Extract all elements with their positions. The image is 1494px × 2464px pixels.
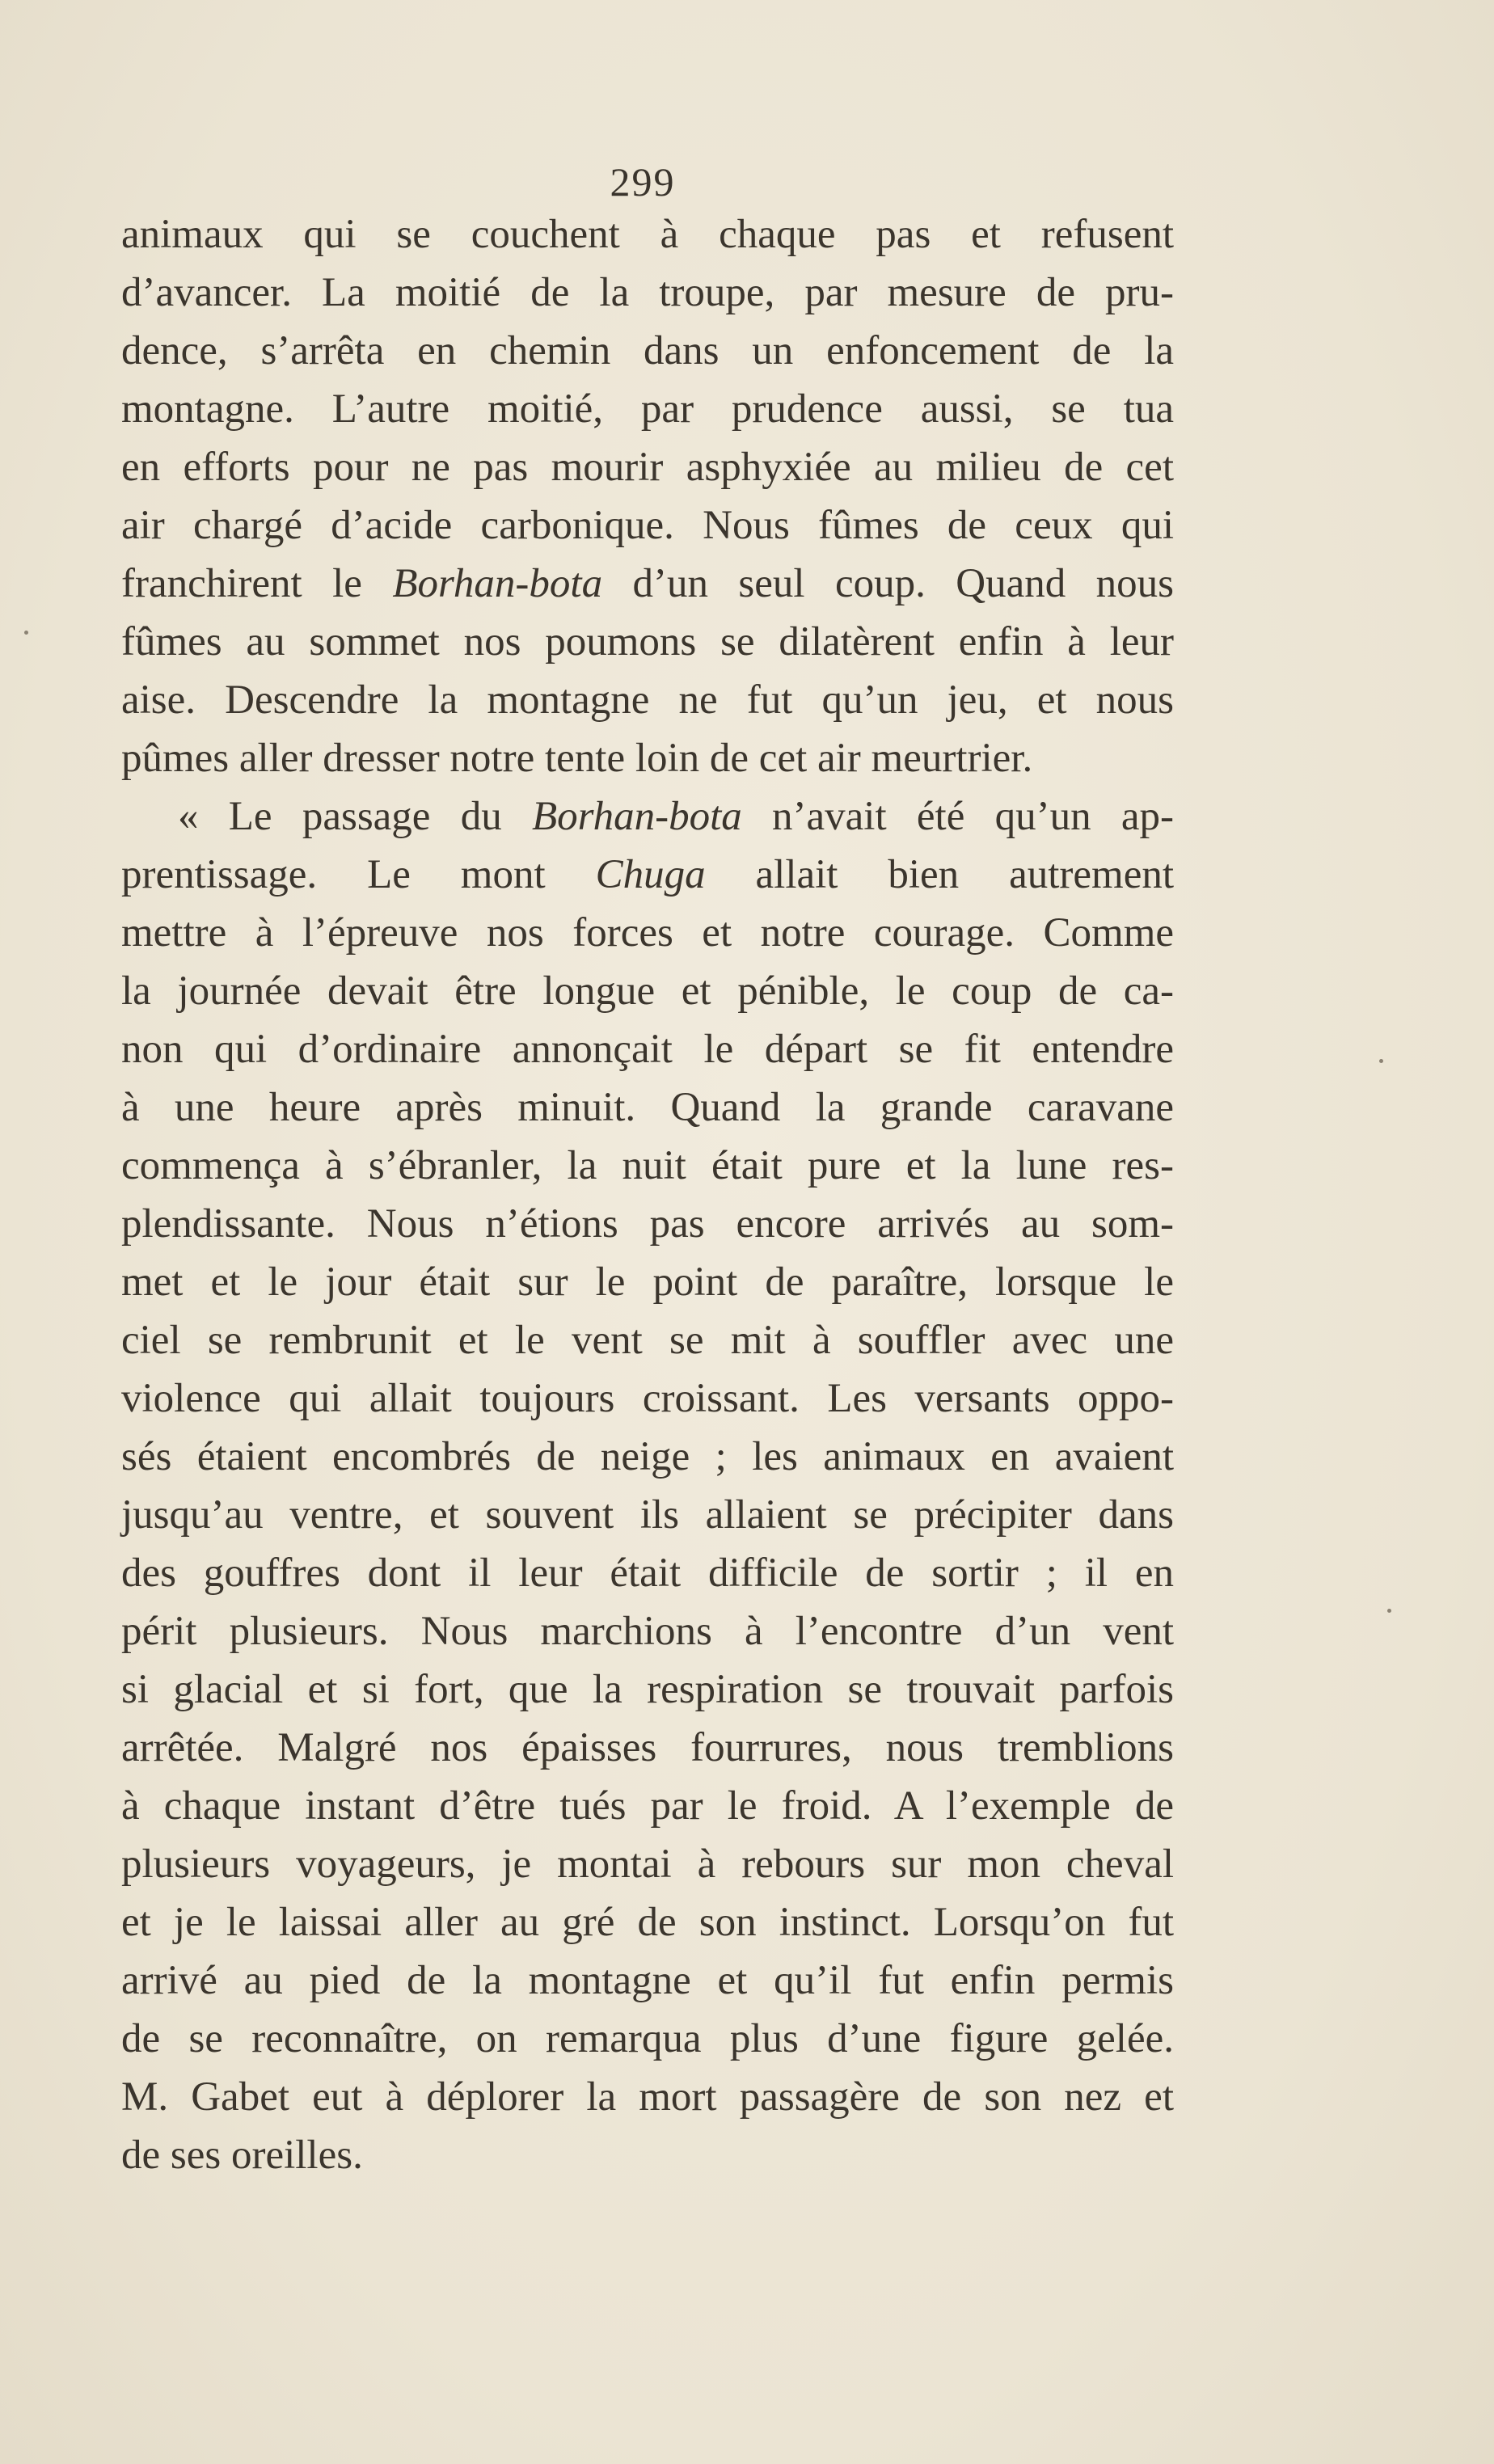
text-run: en efforts pour ne pas mourir asphyxiée au milieu de cet [121, 445, 1174, 490]
text-run: de ses oreilles. [121, 2133, 363, 2178]
text-run: périt plusieurs. Nous marchions à l’encontre d’un vent [121, 1609, 1174, 1654]
body-text [121, 205, 1174, 2184]
text-run: pûmes aller dresser notre tente loin de cet air meurtrier. [121, 736, 1033, 781]
text-line [121, 1893, 1174, 1951]
text-line [121, 1078, 1174, 1137]
text-line [121, 1311, 1174, 1369]
text-line [121, 1777, 1174, 1835]
text-run: d’avancer. La moitié de la troupe, par mesure de pru- [121, 270, 1174, 315]
text-line [121, 962, 1174, 1020]
text-line [121, 205, 1174, 264]
text-line [121, 380, 1174, 438]
text-run: dence, s’arrêta en chemin dans un enfoncement de la [121, 328, 1174, 373]
text-run: air chargé d’acide carbonique. Nous fûmes de ceux qui [121, 503, 1174, 548]
text-run: « Le passage du [178, 794, 533, 839]
italic-place-name: Borhan-bota [392, 561, 603, 606]
text-run: sés étaient encombrés de neige ; les animaux en avaient [121, 1434, 1174, 1479]
paper-speck [1387, 1609, 1391, 1613]
text-line [121, 1951, 1174, 2010]
text-run: la journée devait être longue et pénible, le coup de ca- [121, 968, 1174, 1014]
text-run: si glacial et si fort, que la respiration se trouvait parfois [121, 1667, 1174, 1712]
text-line [121, 496, 1174, 555]
text-run: mettre à l’épreuve nos forces et notre courage. Comme [121, 910, 1174, 956]
paper-speck [1379, 1059, 1383, 1063]
text-line [121, 264, 1174, 322]
text-line [121, 2010, 1174, 2068]
text-line [121, 1020, 1174, 1078]
text-run: plendissante. Nous n’étions pas encore arrivés au som- [121, 1201, 1174, 1247]
text-run: M. Gabet eut à déplorer la mort passagère de son nez et [121, 2074, 1174, 2120]
text-run: à chaque instant d’être tués par le froid. A l’exemple de [121, 1783, 1174, 1829]
text-run: prentissage. Le mont [121, 852, 596, 897]
text-line [121, 671, 1174, 729]
text-run: commença à s’ébranler, la nuit était pure et la lune res- [121, 1143, 1174, 1188]
text-line [121, 1369, 1174, 1428]
text-run: violence qui allait toujours croissant. Les versants oppo- [121, 1376, 1174, 1421]
paper-speck [24, 631, 28, 635]
italic-place-name: Chuga [595, 852, 706, 897]
text-run: fûmes au sommet nos poumons se dilatèrent enfin à leur [121, 619, 1174, 665]
text-line [121, 322, 1174, 380]
text-run: arrivé au pied de la montagne et qu’il fut enfin permis [121, 1958, 1174, 2003]
text-run: arrêtée. Malgré nos épaisses fourrures, nous tremblions [121, 1725, 1174, 1770]
text-line [121, 2068, 1174, 2126]
text-line [121, 1660, 1174, 1719]
text-line [121, 846, 1174, 904]
text-run: ciel se rembrunit et le vent se mit à souffler avec une [121, 1318, 1174, 1363]
text-line [121, 1835, 1174, 1893]
text-run: n’avait été qu’un ap- [741, 794, 1174, 839]
text-line [121, 1428, 1174, 1486]
text-run: plusieurs voyageurs, je montai à rebours sur mon cheval [121, 1842, 1174, 1887]
text-run: et je le laissai aller au gré de son instinct. Lorsqu’on fut [121, 1900, 1174, 1945]
text-line [121, 1137, 1174, 1195]
text-run: met et le jour était sur le point de paraître, lorsque le [121, 1259, 1174, 1305]
text-run: montagne. L’autre moitié, par prudence aussi, se tua [121, 386, 1174, 432]
text-run: animaux qui se couchent à chaque pas et refusent [121, 212, 1174, 257]
text-line [121, 1544, 1174, 1602]
text-run: jusqu’au ventre, et souvent ils allaient se précipiter dans [121, 1492, 1174, 1538]
text-line [121, 1195, 1174, 1253]
text-run: d’un seul coup. Quand nous [602, 561, 1174, 606]
text-line [121, 1253, 1174, 1311]
text-run: des gouffres dont il leur était difficile de sortir ; il en [121, 1551, 1174, 1596]
text-line [121, 1602, 1174, 1660]
text-line [121, 1486, 1174, 1544]
text-run: de se reconnaître, on remarqua plus d’une figure gelée. [121, 2016, 1174, 2061]
text-line [121, 2126, 1174, 2184]
text-run: franchirent le [121, 561, 393, 606]
text-line [121, 555, 1174, 613]
text-line [121, 904, 1174, 962]
text-run: à une heure après minuit. Quand la grande caravane [121, 1085, 1174, 1130]
text-line [121, 787, 1174, 846]
page-number: 299 [610, 159, 676, 205]
text-line [121, 613, 1174, 671]
text-line [121, 438, 1174, 496]
italic-place-name: Borhan-bota [532, 794, 742, 839]
text-run: aise. Descendre la montagne ne fut qu’un jeu, et nous [121, 677, 1174, 723]
text-line [121, 1719, 1174, 1777]
text-run: allait bien autrement [705, 852, 1174, 897]
text-line [121, 729, 1174, 787]
text-run: non qui d’ordinaire annonçait le départ se fit entendre [121, 1027, 1174, 1072]
